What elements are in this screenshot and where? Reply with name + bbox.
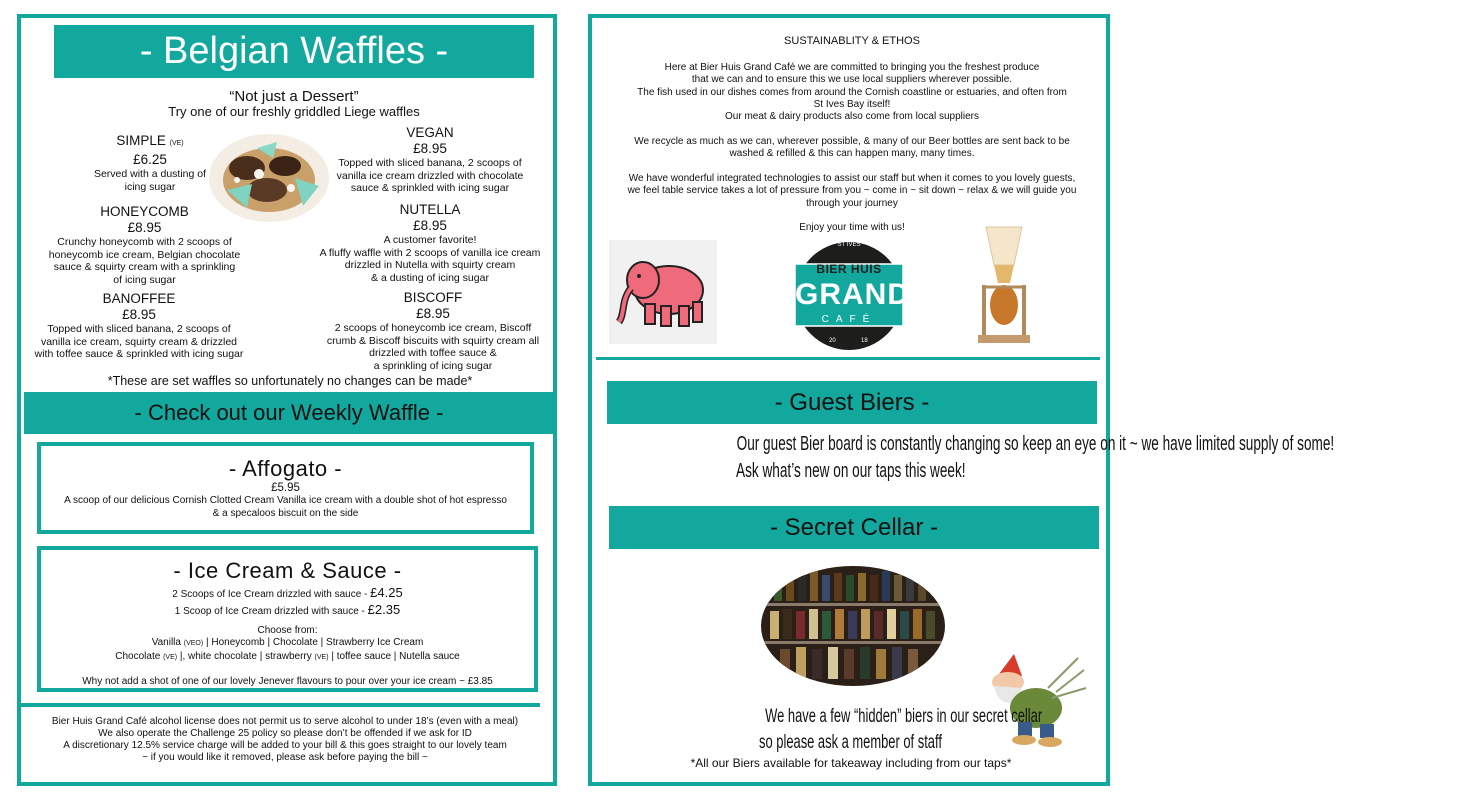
secret-cellar-banner <box>609 506 1099 549</box>
secret-cellar-title: - Secret Cellar - <box>769 513 939 541</box>
ice-cream-line-2-scoops <box>41 585 534 602</box>
ve-tag: (VE) <box>163 653 178 661</box>
veo-tag: (VEO) <box>183 640 204 647</box>
ve-tag: (VE) <box>169 140 184 147</box>
waffle-desc-line: sauce & squirty cream with a sprinkling <box>53 261 236 273</box>
waffle-name: BISCOFF <box>403 290 463 305</box>
ice-cream-line-price: £4.25 <box>370 585 403 600</box>
ice-cream-options <box>41 637 534 651</box>
waffle-biscoff <box>318 290 548 372</box>
waffle-name: VEGAN <box>406 125 454 140</box>
guest-text-line: Our guest Bier board is constantly changing so keep an eye on it ~ we have limited supply of some! <box>736 433 1335 455</box>
waffle-vegan <box>325 125 535 195</box>
waffles-title: - Belgian Waffles - <box>139 30 449 72</box>
option-text: |, white chocolate | strawberry <box>177 650 315 662</box>
waffle-desc-line: vanilla ice cream drizzled with chocolate <box>336 169 524 182</box>
footer-line: We also operate the Challenge 25 policy so please don’t be offended if we ask for ID <box>98 728 472 739</box>
ve-tag: (VE) <box>314 653 329 661</box>
footer-line: ~ if you would like it removed, please ask before paying the bill ~ <box>142 752 428 763</box>
waffle-desc-line: Crunchy honeycomb with 2 scoops of <box>57 236 232 248</box>
waffle-name: NUTELLA <box>399 202 461 217</box>
waffle-nutella <box>310 202 550 284</box>
affogato-desc-line: A scoop of our delicious Cornish Clotted Cream Vanilla ice cream with a double shot of hot espresso <box>64 495 507 506</box>
takeaway-note: *All our Biers available for takeaway including from our taps* <box>690 756 1012 770</box>
para-line: The fish used in our dishes comes from around the Cornish coastline or estuaries, and often from <box>637 86 1067 98</box>
para-line: We have wonderful integrated technologies to assist our staff but when it comes to you lovely guests, <box>628 173 1076 184</box>
ice-cream-line-price: £2.35 <box>367 602 401 617</box>
waffle-banoffee <box>28 291 250 361</box>
waffle-desc-line: a sprinkling of icing sugar <box>373 359 493 372</box>
waffle-price: £8.95 <box>122 307 156 322</box>
waffle-desc-line: Topped with sliced banana, 2 scoops of <box>47 323 231 335</box>
ice-cream-title: - Ice Cream & Sauce - <box>173 558 402 583</box>
left-divider <box>20 703 540 707</box>
waffle-desc-line: A customer favorite! <box>383 234 477 246</box>
footer-line: Bier Huis Grand Café alcohol license does not permit us to serve alcohol to under 18’s (even with a meal) <box>51 716 519 727</box>
waffle-simple <box>80 133 220 193</box>
cellar-line-2-wrap <box>700 732 1000 756</box>
waffle-desc-line: with toffee sauce & sprinkled with icing sugar <box>34 348 244 360</box>
ice-cream-line-1-scoop <box>41 602 534 619</box>
waffles-title-banner <box>54 25 534 78</box>
logo-line-3: CAFÉ <box>821 314 877 325</box>
beer-glass-icon <box>976 225 1032 350</box>
set-waffles-note: *These are set waffles so unfortunately no changes can be made* <box>107 374 473 388</box>
waffle-price: £8.95 <box>413 141 447 156</box>
para-line: washed & refilled & this can happen many, many times. <box>729 148 975 160</box>
bier-huis-logo <box>795 238 910 354</box>
waffle-desc-line: vanilla ice cream, squirty cream & drizzled <box>40 335 238 348</box>
ice-cream-line-text: 2 Scoops of Ice Cream drizzled with sauce - <box>172 589 371 600</box>
ice-cream-box <box>37 546 538 692</box>
affogato-price: £5.95 <box>271 482 300 494</box>
logo-line-1: BIER HUIS <box>816 262 882 276</box>
logo-top: ST IVES <box>837 242 861 248</box>
ice-cream-line-text: 1 Scoop of Ice Cream drizzled with sauce - <box>174 606 368 617</box>
guest-line-1-wrap <box>596 433 1335 457</box>
para-line: through your journey <box>806 197 898 209</box>
sustainability-para-3 <box>600 173 1104 210</box>
waffles-tagline-2: Try one of our freshly griddled Liege waffles <box>168 104 420 119</box>
guest-biers-banner <box>607 381 1097 424</box>
enjoy-text: Enjoy your time with us! <box>799 222 905 233</box>
weekly-waffle-title: - Check out our Weekly Waffle - <box>134 400 444 425</box>
jenever-offer: Why not add a shot of one of our lovely Jenever flavours to pour over your ice cream ~ £3.85 <box>82 676 493 687</box>
waffle-price: £8.95 <box>413 218 447 233</box>
waffle-desc-line: icing sugar <box>124 180 176 193</box>
cellar-text-line: We have a few “hidden” biers in our secret cellar <box>765 706 1043 727</box>
sauce-options <box>41 651 534 665</box>
option-text: | Honeycomb | Chocolate | Strawberry Ice Cream <box>203 637 424 648</box>
guest-biers-title: - Guest Biers - <box>774 388 930 416</box>
affogato-desc-line: & a specaloos biscuit on the side <box>212 507 359 519</box>
waffle-desc-line: Topped with sliced banana, 2 scoops of <box>338 157 522 169</box>
affogato-box <box>37 442 534 534</box>
para-line: we feel table service takes a lot of pressure from you ~ come in ~ sit down ~ relax & we will guide you <box>627 185 1077 197</box>
bottles-photo <box>760 565 946 687</box>
waffle-desc-line: A fluffy waffle with 2 scoops of vanilla ice cream <box>319 246 541 259</box>
weekly-waffle-banner <box>24 392 554 434</box>
waffle-desc-line: Served with a dusting of <box>93 168 207 180</box>
waffle-desc-line: 2 scoops of honeycomb ice cream, Biscoff <box>334 322 532 334</box>
waffle-desc-line: crumb & Biscoff biscuits with squirty cream all <box>326 334 540 347</box>
para-line: that we can and to ensure this we use local suppliers wherever possible. <box>691 74 1013 86</box>
waffle-name: BANOFFEE <box>102 291 176 306</box>
waffle-honeycomb <box>42 204 247 286</box>
right-divider <box>596 357 1100 360</box>
logo-line-2: GRAND <box>795 278 910 311</box>
para-line: Our meat & dairy products also come from local suppliers <box>725 111 979 123</box>
cellar-line-1-wrap <box>700 706 1043 730</box>
waffles-tagline: “Not just a Dessert” <box>229 88 359 105</box>
waffle-name: SIMPLE <box>116 133 166 148</box>
waffle-desc-line: sauce & sprinkled with icing sugar <box>350 182 510 194</box>
option-text: Chocolate <box>115 650 164 662</box>
guest-line-2-wrap <box>596 460 1106 484</box>
para-line: Here at Bier Huis Grand Café we are committed to bringing you the freshest produce <box>664 62 1040 73</box>
waffle-desc-line: drizzled in Nutella with squirty cream <box>344 259 516 271</box>
logo-year-a: 20 <box>829 338 836 344</box>
legal-footer <box>20 716 550 764</box>
waffle-desc-line: of icing sugar <box>113 273 176 286</box>
footer-line: A discretionary 12.5% service charge will be added to your bill & this goes straight to our lovely team <box>63 740 507 751</box>
waffle-price: £8.95 <box>416 306 450 321</box>
sustainability-para-2 <box>600 136 1104 161</box>
waffle-price: £6.25 <box>133 152 167 167</box>
guest-text-line: Ask what’s new on our taps this week! <box>736 460 966 482</box>
waffle-desc-line: & a dusting of icing sugar <box>371 271 489 284</box>
sustainability-para-1 <box>600 62 1104 123</box>
option-text: | toffee sauce | Nutella sauce <box>328 650 460 662</box>
waffle-desc-line: drizzled with toffee sauce & <box>369 347 497 359</box>
para-line: St Ives Bay itself! <box>813 98 891 110</box>
waffle-desc-line: honeycomb ice cream, Belgian chocolate <box>48 248 241 261</box>
elephant-icon <box>609 240 717 344</box>
option-text: Vanilla <box>151 637 184 648</box>
sustainability-title: SUSTAINABLITY & ETHOS <box>784 35 920 47</box>
waffle-name: HONEYCOMB <box>100 204 189 219</box>
affogato-title: - Affogato - <box>228 456 343 481</box>
waffle-price: £8.95 <box>127 220 162 235</box>
logo-year-b: 18 <box>861 338 868 344</box>
choose-from-label: Choose from: <box>257 625 318 636</box>
cellar-text-line: so please ask a member of staff <box>758 732 942 753</box>
para-line: We recycle as much as we can, wherever possible, & many of our Beer bottles are sent back to be <box>634 136 1070 147</box>
